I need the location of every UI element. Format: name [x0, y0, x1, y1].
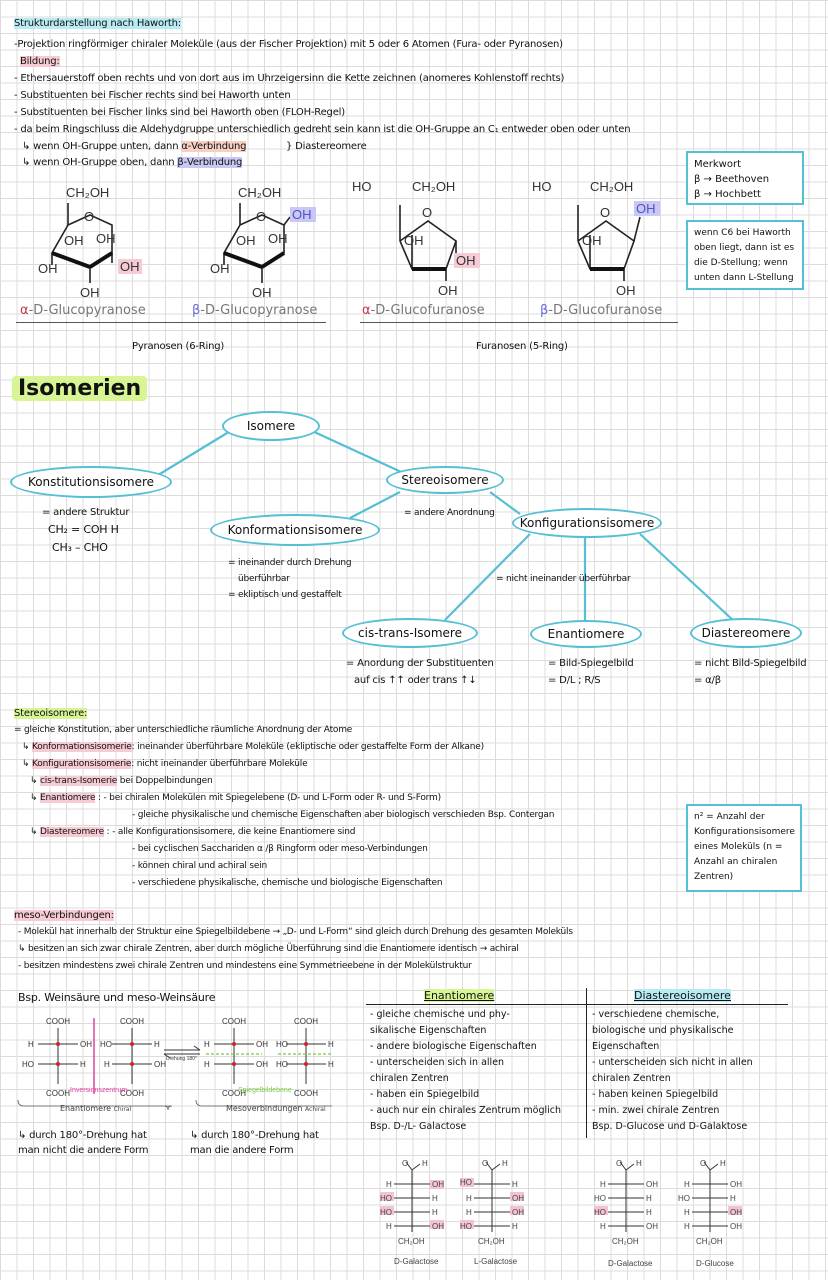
weinsaeure-caption-left: Enantiomere Chiral	[60, 1104, 132, 1113]
table-column-left	[370, 1007, 561, 1135]
svg-text:H: H	[646, 1208, 652, 1217]
c6-note-box: wenn C6 bei Haworth oben liegt, dann ist es die D-Stellung; wenn unten dann L-Stellung	[686, 220, 804, 290]
svg-text:H: H	[432, 1194, 438, 1203]
merkwort-line: β → Beethoven	[694, 174, 770, 185]
table-cell: - gleiche chemische und phy-	[370, 1009, 510, 1020]
sugar-name: D-Galactose	[394, 1257, 439, 1266]
svg-text:H: H	[730, 1194, 736, 1203]
svg-text:O: O	[256, 209, 267, 224]
note-konstitution: CH₂ = COH H	[48, 523, 119, 536]
node-stereoisomere: Stereoisomere	[386, 466, 504, 494]
structure-name: α-D-Glucofuranose	[362, 303, 485, 318]
table-cell: chiralen Zentren	[370, 1073, 449, 1084]
svg-text:H: H	[502, 1159, 508, 1168]
bullet-line: - Substituenten bei Fischer links sind bei Haworth oben (FLOH-Regel)	[14, 107, 345, 118]
svg-text:OH: OH	[646, 1180, 658, 1189]
svg-text:HO: HO	[594, 1208, 606, 1217]
svg-text:HO: HO	[594, 1194, 606, 1203]
svg-text:CH₂OH: CH₂OH	[412, 179, 456, 194]
svg-text:CH₂OH: CH₂OH	[696, 1237, 723, 1246]
meso-line: - besitzen mindestens zwei chirale Zentren und mindestens eine Symmetrieebene in der Molekülstruktur	[18, 961, 472, 971]
bildung-label: Bildung:	[20, 56, 60, 67]
stereo-line: - verschiedene physikalische, chemische und biologische Eigenschaften	[132, 878, 443, 888]
svg-text:OH: OH	[292, 207, 312, 222]
node-enantiomere: Enantiomere	[530, 620, 642, 648]
brace-line	[16, 322, 326, 323]
stereo-line: ↳ Konfigurationsisomerie: nicht ineinander überführbare Moleküle	[22, 759, 308, 769]
svg-text:COOH: COOH	[46, 1017, 70, 1026]
svg-text:O: O	[700, 1159, 707, 1168]
svg-text:OH: OH	[38, 261, 58, 276]
isomerien-title: Isomerien	[12, 376, 147, 401]
svg-text:HO: HO	[532, 179, 552, 194]
svg-text:H: H	[512, 1222, 518, 1231]
svg-text:COOH: COOH	[222, 1089, 246, 1098]
note-konformation: überführbar	[238, 574, 290, 584]
svg-text:Drehung 180°: Drehung 180°	[166, 1056, 197, 1062]
svg-text:OH: OH	[636, 201, 656, 216]
weinsaeure-note-right: man die andere Form	[190, 1145, 294, 1156]
bullet-line: - Substituenten bei Fischer rechts sind bei Haworth unten	[14, 90, 291, 101]
stereo-line: ↳ cis-trans-Isomerie bei Doppelbindungen	[30, 776, 213, 786]
svg-text:COOH: COOH	[222, 1017, 246, 1026]
svg-text:H: H	[28, 1040, 34, 1049]
svg-text:OH: OH	[96, 231, 116, 246]
svg-text:H: H	[646, 1194, 652, 1203]
node-diastereomere: Diastereomere	[690, 618, 802, 648]
table-cell: - andere biologische Eigenschaften	[370, 1041, 537, 1052]
sugar-name: D-Glucose	[696, 1259, 734, 1268]
svg-text:H: H	[80, 1060, 86, 1069]
svg-text:OH: OH	[120, 259, 140, 274]
svg-text:HO: HO	[22, 1060, 34, 1069]
svg-text:OH: OH	[80, 1040, 92, 1049]
svg-text:H: H	[600, 1222, 606, 1231]
table-cell: - auch nur ein chirales Zentrum möglich	[370, 1105, 562, 1116]
svg-text:H: H	[432, 1208, 438, 1217]
table-head-enantiomere: Enantiomere	[424, 989, 495, 1002]
stereo-line: ↳ Konformationsisomerie: ineinander überführbare Moleküle (ekliptische oder gestaffelte Form der Alkane)	[22, 742, 484, 752]
svg-text:HO: HO	[276, 1040, 288, 1049]
svg-text:H: H	[386, 1222, 392, 1231]
merkwort-line: β → Hochbett	[694, 189, 761, 200]
bullet-line: - Ethersauerstoff oben rechts und von dort aus im Uhrzeigersinn die Kette zeichnen (anomeres Kohlenstoff rechts)	[14, 73, 565, 84]
stereo-line: = gleiche Konstitution, aber unterschiedliche räumliche Anordnung der Atome	[14, 725, 353, 735]
svg-text:COOH: COOH	[294, 1089, 318, 1098]
svg-text:OH: OH	[210, 261, 230, 276]
svg-text:OH: OH	[80, 285, 100, 300]
furanosen-caption: Furanosen (5-Ring)	[476, 341, 568, 352]
svg-text:CH₂OH: CH₂OH	[590, 179, 634, 194]
svg-text:H: H	[636, 1159, 642, 1168]
weinsaeure-note-left: man nicht die andere Form	[18, 1145, 149, 1156]
diastereomere-brace: } Diastereomere	[286, 141, 367, 152]
table-cell: - haben keinen Spiegelbild	[592, 1089, 719, 1100]
svg-text:COOH: COOH	[120, 1089, 144, 1098]
svg-text:O: O	[402, 1159, 409, 1168]
svg-text:H: H	[204, 1040, 210, 1049]
svg-text:OH: OH	[730, 1208, 742, 1217]
pyranosen-caption: Pyranosen (6-Ring)	[132, 341, 225, 352]
svg-text:COOH: COOH	[294, 1017, 318, 1026]
note-konstitution: CH₃ – CHO	[52, 541, 108, 554]
svg-text:O: O	[482, 1159, 489, 1168]
note-konformation: = ekliptisch und gestaffelt	[228, 590, 342, 600]
svg-text:OH: OH	[512, 1208, 524, 1217]
table-cell: sikalische Eigenschaften	[370, 1025, 487, 1036]
meso-line: ↳ besitzen an sich zwar chirale Zentren, aber durch mögliche Überführung sind die Enantiomere identisch → achiral	[18, 944, 519, 954]
svg-text:OH: OH	[730, 1180, 742, 1189]
structure-name: β-D-Glucofuranose	[540, 303, 663, 318]
svg-text:H: H	[328, 1040, 334, 1049]
svg-text:HO: HO	[352, 179, 372, 194]
meso-section-title: meso-Verbindungen:	[14, 910, 114, 921]
sugar-fisher-projections	[380, 1156, 780, 1268]
svg-text:OH: OH	[456, 253, 476, 268]
stereo-line: - können chiral und achiral sein	[132, 861, 268, 871]
svg-text:HO: HO	[460, 1222, 472, 1231]
svg-text:Spiegelbildebene: Spiegelbildebene	[238, 1087, 292, 1094]
note-konfiguration: = nicht ineinander überführbar	[496, 574, 631, 584]
table-head-diastereoisomere: Diastereoisomere	[634, 989, 731, 1002]
svg-text:OH: OH	[256, 1040, 268, 1049]
projection-line: -Projektion ringförmiger chiraler Moleküle (aus der Fischer Projektion) mit 5 oder 6 Atomen (Fura- oder Pyranosen)	[14, 39, 563, 50]
stereo-line: - bei cyclischen Sacchariden α /β Ringform oder meso-Verbindungen	[132, 844, 428, 854]
svg-text:H: H	[512, 1180, 518, 1189]
svg-text:OH: OH	[438, 283, 458, 298]
svg-text:HO: HO	[380, 1194, 392, 1203]
stereo-line: ↳ Diastereomere : - alle Konfigurationsisomere, die keine Enantiomere sind	[30, 827, 356, 837]
table-cell: - unterscheiden sich in allen	[370, 1057, 505, 1068]
node-cis-trans-isomere: cis-trans-Isomere	[342, 618, 478, 648]
svg-text:H: H	[600, 1180, 606, 1189]
svg-text:OH: OH	[582, 233, 602, 248]
svg-text:OH: OH	[646, 1222, 658, 1231]
node-konformationsisomere: Konformationsisomere	[210, 514, 380, 546]
svg-text:H: H	[466, 1208, 472, 1217]
meso-line: - Molekül hat innerhalb der Struktur eine Spiegelbildebene → „D- und L-Form“ sind gleich durch Drehung des gesamten Moleküls	[18, 927, 573, 937]
svg-text:OH: OH	[236, 233, 256, 248]
brace-line	[360, 322, 678, 323]
svg-text:OH: OH	[730, 1222, 742, 1231]
svg-text:H: H	[104, 1060, 110, 1069]
weinsaeure-caption-right: Mesoverbindungen Achiral	[226, 1104, 326, 1113]
note-enantiomere: = Bild-Spiegelbild	[548, 658, 634, 669]
svg-text:OH: OH	[432, 1180, 444, 1189]
svg-text:OH: OH	[404, 233, 424, 248]
note-konstitution: = andere Struktur	[42, 507, 130, 518]
table-column-right	[592, 1007, 753, 1135]
node-isomere: Isomere	[222, 411, 320, 441]
svg-text:CH₂OH: CH₂OH	[612, 1237, 639, 1246]
svg-text:HO: HO	[460, 1178, 472, 1187]
svg-text:OH: OH	[268, 231, 288, 246]
stereo-section-title: Stereoisomere:	[14, 708, 88, 719]
svg-text:H: H	[386, 1180, 392, 1189]
table-cell: - haben ein Spiegelbild	[370, 1089, 480, 1100]
stereo-line: ↳ Enantiomere : - bei chiralen Molekülen mit Spiegelebene (D- und L-Form oder R- und S-Form)	[30, 793, 441, 803]
table-header-rule	[366, 1004, 788, 1005]
svg-text:H: H	[466, 1194, 472, 1203]
table-cell: Bsp. D-Glucose und D-Galaktose	[592, 1121, 748, 1132]
svg-text:H: H	[684, 1222, 690, 1231]
table-cell: chiralen Zentren	[592, 1073, 671, 1084]
svg-text:CH₂OH: CH₂OH	[238, 185, 282, 200]
svg-text:HO: HO	[276, 1060, 288, 1069]
weinsaeure-fisher-projections	[14, 1014, 334, 1118]
note-diastereomere: = α/β	[694, 675, 721, 686]
weinsaeure-note-right: ↳ durch 180°-Drehung hat	[190, 1130, 319, 1141]
sub-line-beta: ↳ wenn OH-Gruppe oben, dann β-Verbindung	[22, 157, 243, 168]
sugar-name: L-Galactose	[474, 1257, 518, 1266]
note-enantiomere: = D/L ; R/S	[548, 675, 601, 686]
konfigurationsisomere-count-note: n² = Anzahl der Konfigurationsisomere eines Moleküls (n = Anzahl an chiralen Zentren)	[686, 804, 802, 892]
svg-text:CH₂OH: CH₂OH	[398, 1237, 425, 1246]
svg-text:H: H	[204, 1060, 210, 1069]
svg-text:H: H	[422, 1159, 428, 1168]
svg-text:OH: OH	[616, 283, 636, 298]
svg-text:COOH: COOH	[120, 1017, 144, 1026]
svg-text:H: H	[328, 1060, 334, 1069]
table-cell: - verschiedene chemische,	[592, 1009, 720, 1020]
note-stereo: = andere Anordnung	[404, 508, 495, 518]
weinsaeure-note-left: ↳ durch 180°-Drehung hat	[18, 1130, 147, 1141]
svg-text:OH: OH	[154, 1060, 166, 1069]
table-cell: biologische und physikalische	[592, 1025, 734, 1036]
table-cell: Bsp. D-/L- Galactose	[370, 1121, 467, 1132]
bullet-line: - da beim Ringschluss die Aldehydgruppe unterschiedlich gedreht sein kann ist die OH-Gruppe an C₁ entweder oben oder unten	[14, 124, 631, 135]
table-cell: Eigenschaften	[592, 1041, 660, 1052]
svg-text:O: O	[422, 205, 433, 220]
structure-name: β-D-Glucopyranose	[192, 303, 318, 318]
svg-text:Inversionszentrum: Inversionszentrum	[70, 1087, 128, 1094]
svg-text:CH₂OH: CH₂OH	[478, 1237, 505, 1246]
svg-text:HO: HO	[678, 1194, 690, 1203]
note-konformation: = ineinander durch Drehung	[228, 558, 352, 568]
svg-text:H: H	[684, 1180, 690, 1189]
merkwort-title: Merkwort	[694, 159, 742, 170]
merkwort-box	[686, 151, 804, 205]
structure-name: α-D-Glucopyranose	[20, 303, 146, 318]
table-divider	[586, 988, 587, 1138]
note-cis-trans: auf cis ↑↑ oder trans ↑↓	[354, 675, 477, 686]
node-konfigurationsisomere: Konfigurationsisomere	[512, 508, 662, 538]
svg-text:H: H	[684, 1208, 690, 1217]
svg-text:O: O	[616, 1159, 623, 1168]
svg-text:O: O	[84, 209, 95, 224]
svg-text:HO: HO	[100, 1040, 112, 1049]
ch2oh-label: CH₂OH	[66, 185, 110, 200]
sugar-name: D-Galactose	[608, 1259, 653, 1268]
svg-text:OH: OH	[256, 1060, 268, 1069]
note-diastereomere: = nicht Bild-Spiegelbild	[694, 658, 807, 669]
table-cell: - unterscheiden sich nicht in allen	[592, 1057, 753, 1068]
svg-text:OH: OH	[432, 1222, 444, 1231]
svg-text:HO: HO	[380, 1208, 392, 1217]
svg-text:COOH: COOH	[46, 1089, 70, 1098]
svg-text:OH: OH	[252, 285, 272, 300]
svg-text:OH: OH	[512, 1194, 524, 1203]
svg-text:H: H	[154, 1040, 160, 1049]
note-cis-trans: = Anordung der Substituenten	[346, 658, 494, 669]
table-cell: - min. zwei chirale Zentren	[592, 1105, 720, 1116]
svg-text:OH: OH	[64, 233, 84, 248]
weinsaeure-title: Bsp. Weinsäure und meso-Weinsäure	[18, 991, 216, 1004]
svg-text:H: H	[720, 1159, 726, 1168]
svg-text:O: O	[600, 205, 611, 220]
section-title-haworth: Strukturdarstellung nach Haworth:	[14, 18, 181, 29]
node-konstitutionsisomere: Konstitutionsisomere	[10, 466, 172, 498]
sub-line-alpha: ↳ wenn OH-Gruppe unten, dann α-Verbindung	[22, 141, 247, 152]
stereo-line: - gleiche physikalische und chemische Eigenschaften aber biologisch verschieden Bsp. Contergan	[132, 810, 555, 820]
